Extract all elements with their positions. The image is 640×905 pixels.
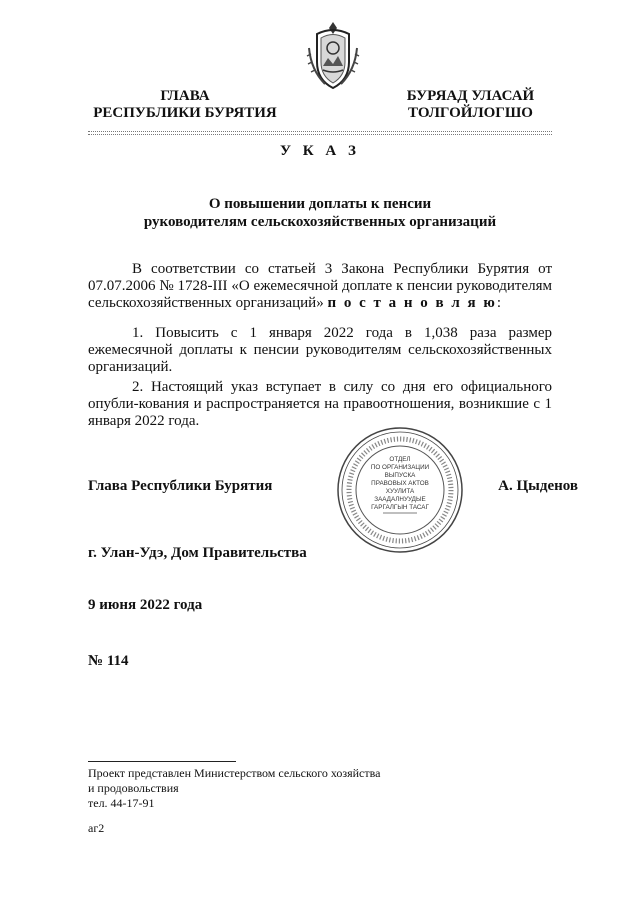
footnote-phone: тел. 44-17-91 (88, 796, 155, 810)
document-title (88, 195, 552, 231)
paragraph-2: 2. Настоящий указ вступает в силу со дня его официального опубли-кования и распространяется на правоотношения, возникшие с 1 января 2022 года. (88, 379, 552, 429)
document-type: У К А З (280, 143, 360, 159)
header-divider-bottom (88, 134, 552, 135)
issue-date: 9 июня 2022 года (88, 597, 203, 613)
header-left (85, 88, 285, 122)
stamp-line4: ПРАВОВЫХ АКТОВ (371, 480, 429, 487)
stamp-line3: ВЫПУСКА (384, 472, 416, 479)
footnote-line1: Проект представлен Министерством сельского хозяйства (88, 766, 381, 780)
header-left-line2: РЕСПУБЛИКИ БУРЯТИЯ (93, 105, 277, 121)
issue-place: г. Улан-Удэ, Дом Правительства (88, 545, 307, 561)
decree-word: п о с т а н о в л я ю (327, 295, 497, 311)
preamble-colon: : (496, 295, 502, 311)
signature-position: Глава Республики Бурятия (88, 478, 273, 494)
title-line1: О повышении доплаты к пенсии (208, 196, 432, 212)
stamp-line7: ГАРГАЛГЫН ТАСАГ (371, 504, 429, 511)
paragraph-preamble (88, 261, 552, 312)
header-right (378, 88, 563, 122)
preamble-text: В соответствии со статьей 3 Закона Республики Бурятия от 07.07.2006 № 1728-III «О ежемесячной доплате к пенсии руководителям сельскохозяйственных организаций» (88, 261, 552, 311)
signature-name: А. Цыденов (498, 478, 578, 494)
official-seal-icon (335, 425, 465, 555)
paragraph-1: 1. Повысить с 1 января 2022 года в 1,038 раза размер ежемесячной доплаты к пенсии руководителям сельскохозяйственных организаций. (88, 325, 552, 375)
header-right-line2: ТОЛГОЙЛОГШО (408, 105, 533, 121)
stamp-line1: ОТДЕЛ (389, 456, 411, 463)
footnote-author (88, 766, 428, 796)
decree-number: № 114 (88, 653, 129, 669)
header-right-line1: БУРЯАД УЛАСАЙ (406, 88, 535, 104)
footnote-line2: и продовольствия (88, 781, 179, 795)
header-left-line1: ГЛАВА (160, 88, 210, 104)
stamp-line2: ПО ОРГАНИЗАЦИИ (370, 464, 430, 471)
coat-of-arms-icon (303, 18, 363, 92)
footnote-code: аг2 (88, 821, 105, 835)
footnote-divider (88, 761, 236, 762)
stamp-line5: ХУУЛИТА (385, 488, 415, 495)
header-divider-top (88, 131, 552, 132)
stamp-line6: ЗААДАЛНУУДЫЕ (374, 496, 426, 503)
title-line2: руководителям сельскохозяйственных организаций (143, 214, 497, 230)
